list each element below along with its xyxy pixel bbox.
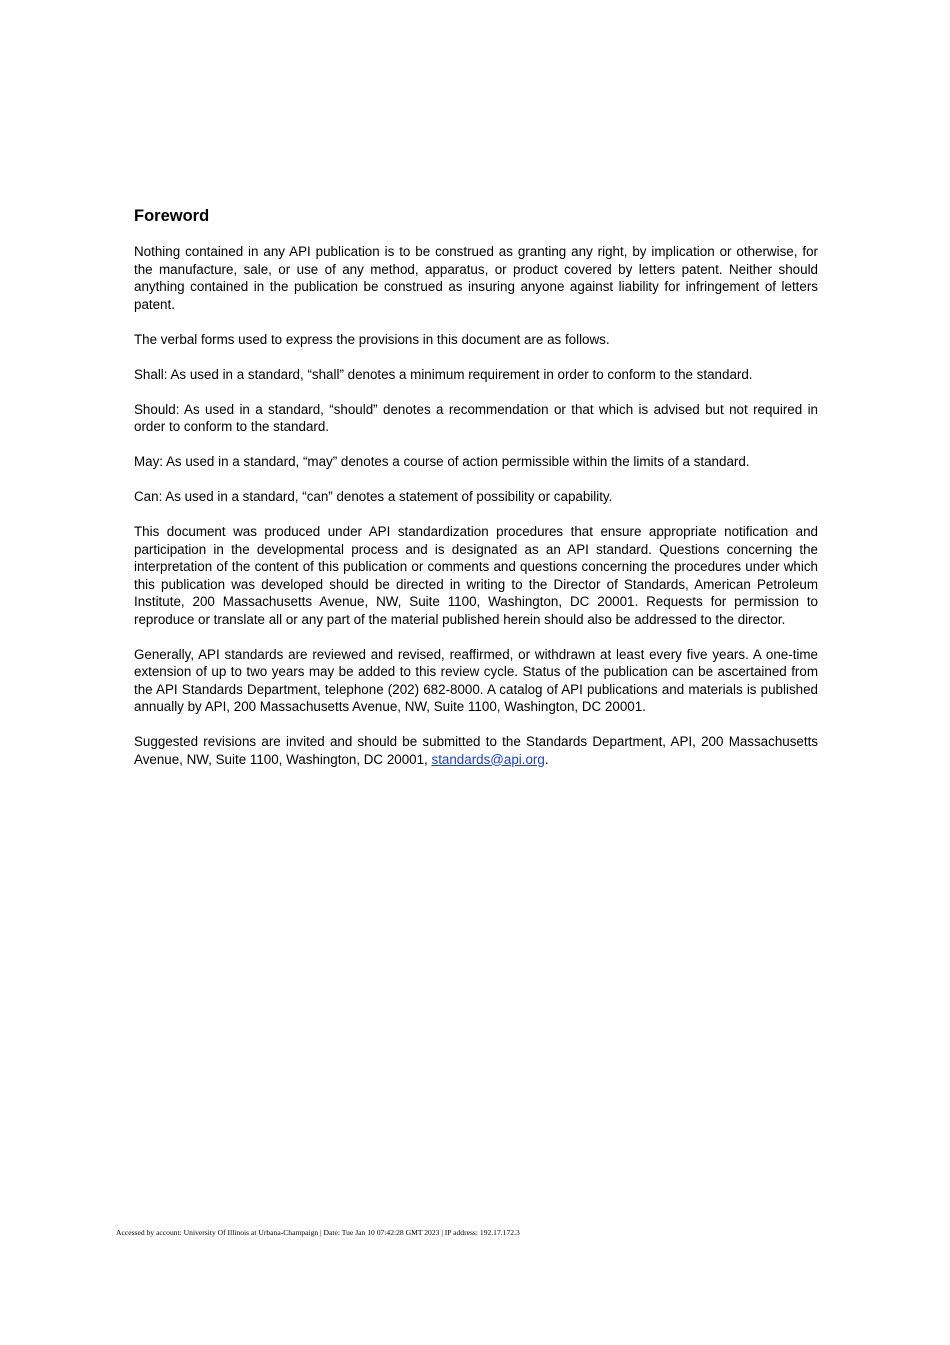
page-title: Foreword xyxy=(134,207,210,225)
paragraph-should-definition: Should: As used in a standard, “should” denotes a recommendation or that which is advised but not required in order to conform to the standard. xyxy=(134,401,818,434)
suggested-revisions-text: Suggested revisions are invited and should be submitted to the Standards Department, API, 200 Massachusetts Avenue, NW, Suite 1100, Washington, DC 20001, xyxy=(134,734,818,767)
standards-email-link[interactable]: standards@api.org xyxy=(431,751,545,767)
paragraph-verbal-forms-intro: The verbal forms used to express the provisions in this document are as follows. xyxy=(134,331,610,347)
paragraph-shall-definition: Shall: As used in a standard, “shall” denotes a minimum requirement in order to conform to the standard. xyxy=(134,366,753,382)
paragraph-suggested-revisions xyxy=(134,733,818,768)
paragraph-patent-disclaimer: Nothing contained in any API publication is to be construed as granting any right, by implication or otherwise, for the manufacture, sale, or use of any method, apparatus, or product covered by letters patent. Neither should anything contained in the publication be construed as insuring anyone against liability for infringement of letters patent. xyxy=(134,244,818,312)
paragraph-review-cycle: Generally, API standards are reviewed and revised, reaffirmed, or withdrawn at least every five years. A one-time extension of up to two years may be added to this review cycle. Status of the publication can be ascertained from the API Standards Department, telephone (202) 682-8000. A catalog of API publications and materials is published annually by API, 200 Massachusetts Avenue, NW, Suite 1100, Washington, DC 20001. xyxy=(134,646,818,714)
document-body xyxy=(134,205,818,786)
paragraph-standardization-procedures: This document was produced under API standardization procedures that ensure appropriate notification and participation in the developmental process and is designated as an API standard. Questions concerning the interpretation of the content of this publication or comments and questions concerning the procedures under which this publication was developed should be directed in writing to the Director of Standards, American Petroleum Institute, 200 Massachusetts Avenue, NW, Suite 1100, Washington, DC 20001. Requests for permission to reproduce or translate all or any part of the material published herein should also be addressed to the director. xyxy=(134,524,818,627)
paragraph-can-definition: Can: As used in a standard, “can” denotes a statement of possibility or capability. xyxy=(134,489,613,504)
suggested-revisions-end: . xyxy=(544,751,549,767)
paragraph-may-definition: May: As used in a standard, “may” denotes a course of action permissible within the limits of a standard. xyxy=(134,454,750,469)
access-footer-note: Accessed by account: University Of Illinois at Urbana-Champaign | Date: Tue Jan 10 07:42:28 GMT 2023 | IP address: 192.17.172.3 xyxy=(116,1228,520,1237)
